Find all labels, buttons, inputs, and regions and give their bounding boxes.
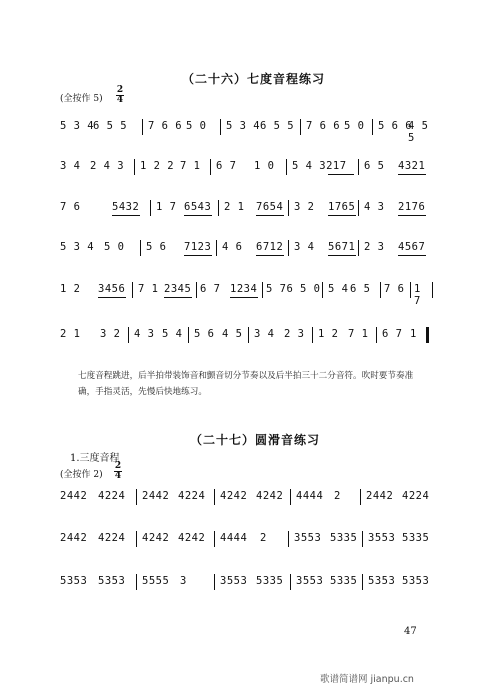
bar-line bbox=[376, 327, 377, 343]
measure: 3 4 bbox=[60, 160, 81, 172]
measure: 4224 bbox=[402, 490, 430, 502]
bar-line bbox=[150, 200, 151, 216]
measure: 1 7 bbox=[156, 201, 177, 213]
bar-line bbox=[220, 119, 221, 135]
measure: 5353 bbox=[98, 575, 126, 587]
bar-line bbox=[128, 327, 129, 343]
measure: 1 7 bbox=[414, 283, 421, 307]
measure: 6 7 bbox=[382, 328, 403, 340]
measure: 5335 bbox=[402, 532, 430, 544]
measure: 3 4 bbox=[294, 241, 315, 253]
measure: 5335 bbox=[330, 532, 358, 544]
measure: 5 0 bbox=[344, 120, 365, 132]
measure: 4 3 bbox=[134, 328, 155, 340]
measure: 1765 bbox=[328, 201, 356, 213]
bar-line bbox=[196, 282, 197, 298]
measure: 4321 bbox=[398, 160, 426, 172]
legato-row-1 bbox=[60, 490, 430, 506]
measure: 7 6 6 bbox=[306, 120, 341, 132]
measure: 4444 bbox=[296, 490, 324, 502]
bar-line bbox=[358, 240, 359, 256]
bar-line bbox=[136, 574, 137, 590]
measure: 2 1 bbox=[60, 328, 81, 340]
measure: 7123 bbox=[184, 241, 212, 253]
underline bbox=[230, 297, 258, 298]
measure: 2442 bbox=[142, 490, 170, 502]
measure: 4224 bbox=[98, 532, 126, 544]
bar-line bbox=[210, 159, 211, 175]
bar-line bbox=[188, 327, 189, 343]
bar-line bbox=[322, 282, 323, 298]
measure: 5 4 3217 bbox=[292, 160, 347, 172]
bar-line bbox=[132, 282, 133, 298]
measure: 5353 bbox=[368, 575, 396, 587]
measure: 2 1 bbox=[224, 201, 245, 213]
measure: 7 1 bbox=[348, 328, 369, 340]
bar-line bbox=[300, 119, 301, 135]
measure: 5 6 bbox=[194, 328, 215, 340]
measure: 6 5 5 bbox=[260, 120, 295, 132]
legato-row-3 bbox=[60, 575, 430, 591]
section-27-time-signature bbox=[114, 462, 122, 481]
measure: 2442 bbox=[60, 532, 88, 544]
bar-line bbox=[248, 327, 249, 343]
measure: 7 6 6 bbox=[148, 120, 183, 132]
measure: 4 5 bbox=[222, 328, 243, 340]
site-watermark: 歌谱简谱网 jianpu.cn bbox=[320, 674, 414, 685]
measure: 5 3 4 bbox=[226, 120, 261, 132]
measure: 1 bbox=[410, 328, 417, 340]
time-denominator: 4 bbox=[116, 95, 124, 105]
measure: 4224 bbox=[178, 490, 206, 502]
staff-row-2 bbox=[60, 160, 430, 176]
underline bbox=[184, 215, 212, 216]
measure: 5335 bbox=[256, 575, 284, 587]
measure: 4242 bbox=[142, 532, 170, 544]
section-26-title: （二十六）七度音程练习 bbox=[182, 72, 326, 86]
measure: 6 5 bbox=[350, 283, 371, 295]
bar-line bbox=[432, 282, 433, 298]
measure: 3456 bbox=[98, 283, 126, 295]
staff-row-3 bbox=[60, 201, 430, 217]
measure: 5 4 bbox=[162, 328, 183, 340]
underline bbox=[164, 297, 192, 298]
bar-line bbox=[410, 282, 411, 298]
measure: 5 0 bbox=[104, 241, 125, 253]
measure: 1 2 2 bbox=[140, 160, 175, 172]
section-27-title: （二十七）圆滑音练习 bbox=[190, 433, 321, 447]
bar-line bbox=[216, 240, 217, 256]
measure: 5 6 6 bbox=[378, 120, 413, 132]
measure: 3553 bbox=[296, 575, 324, 587]
bar-line bbox=[136, 489, 137, 505]
measure: 3553 bbox=[220, 575, 248, 587]
measure: 5353 bbox=[402, 575, 430, 587]
time-numerator: 2 bbox=[114, 461, 122, 471]
measure: 3 bbox=[180, 575, 187, 587]
staff-row-1 bbox=[60, 120, 430, 144]
measure: 2 4 3 bbox=[90, 160, 125, 172]
measure: 5 0 bbox=[300, 283, 321, 295]
time-denominator: 4 bbox=[114, 471, 122, 481]
bar-line bbox=[288, 531, 289, 547]
measure: 2176 bbox=[398, 201, 426, 213]
bar-line bbox=[372, 119, 373, 135]
measure: 2 bbox=[334, 490, 341, 502]
section-27-subtitle: 1.三度音程 bbox=[70, 453, 120, 464]
bar-line bbox=[290, 574, 291, 590]
measure: 7 6 bbox=[384, 283, 405, 295]
legato-row-2 bbox=[60, 532, 430, 548]
bar-line bbox=[358, 159, 359, 175]
measure: 4567 bbox=[398, 241, 426, 253]
measure: 1 0 bbox=[254, 160, 275, 172]
measure: 6 7 bbox=[216, 160, 237, 172]
bar-line bbox=[262, 282, 263, 298]
underline bbox=[328, 215, 356, 216]
bar-line bbox=[358, 200, 359, 216]
bar-line bbox=[288, 240, 289, 256]
time-numerator: 2 bbox=[116, 85, 124, 95]
page-number: 47 bbox=[404, 626, 417, 637]
measure: 5 4 bbox=[328, 283, 349, 295]
measure: 4 6 bbox=[222, 241, 243, 253]
measure: 1234 bbox=[230, 283, 258, 295]
measure: 7 1 bbox=[138, 283, 159, 295]
final-bar-line bbox=[426, 327, 429, 343]
measure: 5 0 bbox=[186, 120, 207, 132]
bar-line bbox=[312, 327, 313, 343]
underline bbox=[328, 255, 356, 256]
underline bbox=[398, 174, 426, 175]
exercise-description: 七度音程跳进，后半拍带装饰音和颤音切分节奏以及后半拍三十二分音符。吹时要节奏准确，手指灵活，先慢后快地练习。 bbox=[78, 371, 414, 397]
measure: 4224 bbox=[98, 490, 126, 502]
underline bbox=[112, 215, 140, 216]
measure: 5 76 bbox=[266, 283, 294, 295]
measure: 5432 bbox=[112, 201, 140, 213]
measure: 4444 bbox=[220, 532, 248, 544]
measure: 6 5 bbox=[364, 160, 385, 172]
underline bbox=[398, 255, 426, 256]
measure: 4 5 5 bbox=[408, 120, 429, 144]
measure: 5335 bbox=[330, 575, 358, 587]
measure: 2345 bbox=[164, 283, 192, 295]
underline bbox=[256, 215, 284, 216]
bar-line bbox=[214, 574, 215, 590]
bar-line bbox=[214, 489, 215, 505]
bar-line bbox=[360, 489, 361, 505]
measure: 3 4 bbox=[254, 328, 275, 340]
measure: 3553 bbox=[294, 532, 322, 544]
measure: 3 2 bbox=[100, 328, 121, 340]
underline bbox=[256, 255, 284, 256]
measure: 4242 bbox=[178, 532, 206, 544]
bar-line bbox=[286, 159, 287, 175]
staff-row-4 bbox=[60, 241, 430, 257]
measure: 5 3 4 bbox=[60, 120, 95, 132]
bar-line bbox=[362, 574, 363, 590]
measure: 7 6 bbox=[60, 201, 81, 213]
section-26-time-signature bbox=[116, 86, 124, 105]
measure: 2 bbox=[260, 532, 267, 544]
measure: 6 5 5 bbox=[93, 120, 128, 132]
measure: 7654 bbox=[256, 201, 284, 213]
measure: 6543 bbox=[184, 201, 212, 213]
underline bbox=[184, 255, 212, 256]
bar-line bbox=[142, 119, 143, 135]
measure: 4 3 bbox=[364, 201, 385, 213]
bar-line bbox=[218, 200, 219, 216]
section-26-fingering: (全按作 5) bbox=[60, 94, 103, 104]
underline bbox=[328, 174, 354, 175]
measure: 4242 bbox=[220, 490, 248, 502]
measure: 5671 bbox=[328, 241, 356, 253]
measure: 5555 bbox=[142, 575, 170, 587]
underline bbox=[98, 297, 126, 298]
measure: 4242 bbox=[256, 490, 284, 502]
bar-line bbox=[140, 240, 141, 256]
measure: 5 3 4 bbox=[60, 241, 95, 253]
measure: 6712 bbox=[256, 241, 284, 253]
bar-line bbox=[214, 531, 215, 547]
measure: 3 2 bbox=[294, 201, 315, 213]
bar-line bbox=[134, 159, 135, 175]
bar-line bbox=[290, 489, 291, 505]
bar-line bbox=[362, 531, 363, 547]
measure: 6 7 bbox=[200, 283, 221, 295]
measure: 3553 bbox=[368, 532, 396, 544]
bar-line bbox=[136, 531, 137, 547]
measure: 7 1 bbox=[180, 160, 201, 172]
measure: 1 2 bbox=[60, 283, 81, 295]
measure: 2442 bbox=[60, 490, 88, 502]
measure: 5 6 bbox=[146, 241, 167, 253]
measure: 2 3 bbox=[364, 241, 385, 253]
bar-line bbox=[288, 200, 289, 216]
measure: 2 3 bbox=[284, 328, 305, 340]
underline bbox=[398, 215, 426, 216]
section-27-fingering: (全按作 2) bbox=[60, 470, 103, 480]
measure: 1 2 bbox=[318, 328, 339, 340]
staff-row-6 bbox=[60, 328, 430, 344]
bar-line bbox=[380, 282, 381, 298]
measure: 2442 bbox=[366, 490, 394, 502]
measure: 5353 bbox=[60, 575, 88, 587]
staff-row-5 bbox=[60, 283, 430, 307]
